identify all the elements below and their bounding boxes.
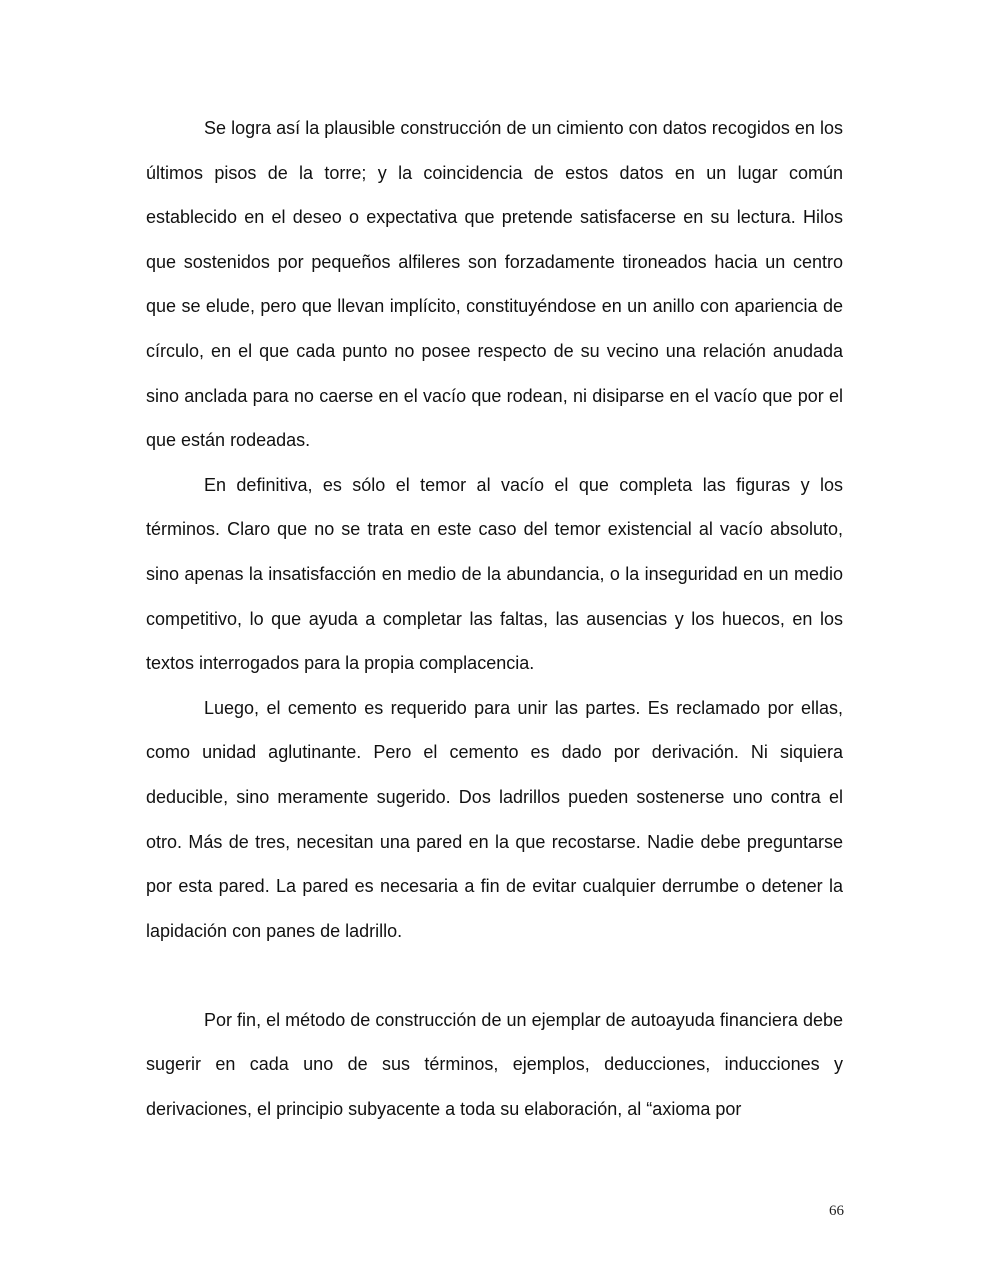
paragraph-2: En definitiva, es sólo el temor al vacío el que completa las figuras y los términos. Claro que no se trata en este caso del temor existencial al vacío absoluto, sino apenas la insatisfacción en medio de la abundancia, o la inseguridad en un medio competitivo, lo que ayuda a completar las faltas, las ausencias y los huecos, en los textos interrogados para la propia complacencia. [146,474,843,674]
paragraph-4: Por fin, el método de construcción de un ejemplar de autoayuda financiera debe sugerir en cada uno de sus términos, ejemplos, deducciones, inducciones y derivaciones, el principio subyacente a toda su elaboración, al “axioma por [146,1009,843,1120]
body-text [146,106,843,1132]
paragraph-1: Se logra así la plausible construcción de un cimiento con datos recogidos en los últimos pisos de la torre; y la coincidencia de estos datos en un lugar común establecido en el deseo o expectativa que pretende satisfacerse en su lectura. Hilos que sostenidos por pequeños alfileres son forzadamente tironeados hacia un centro que se elude, pero que llevan implícito, constituyéndose en un anillo con apariencia de círculo, en el que cada punto no posee respecto de su vecino una relación anudada sino anclada para no caerse en el vacío que rodean, ni disiparse en el vacío que por el que están rodeadas. [146,118,843,451]
page-number: 66 [829,1203,844,1219]
paragraph-3: Luego, el cemento es requerido para unir las partes. Es reclamado por ellas, como unidad aglutinante. Pero el cemento es dado por derivación. Ni siquiera deducible, sino meramente sugerido. Dos ladrillos pueden sostenerse uno contra el otro. Más de tres, necesitan una pared en la que recostarse. Nadie debe preguntarse por esta pared. La pared es necesaria a fin de evitar cualquier derrumbe o detener la lapidación con panes de ladrillo. [146,697,843,941]
